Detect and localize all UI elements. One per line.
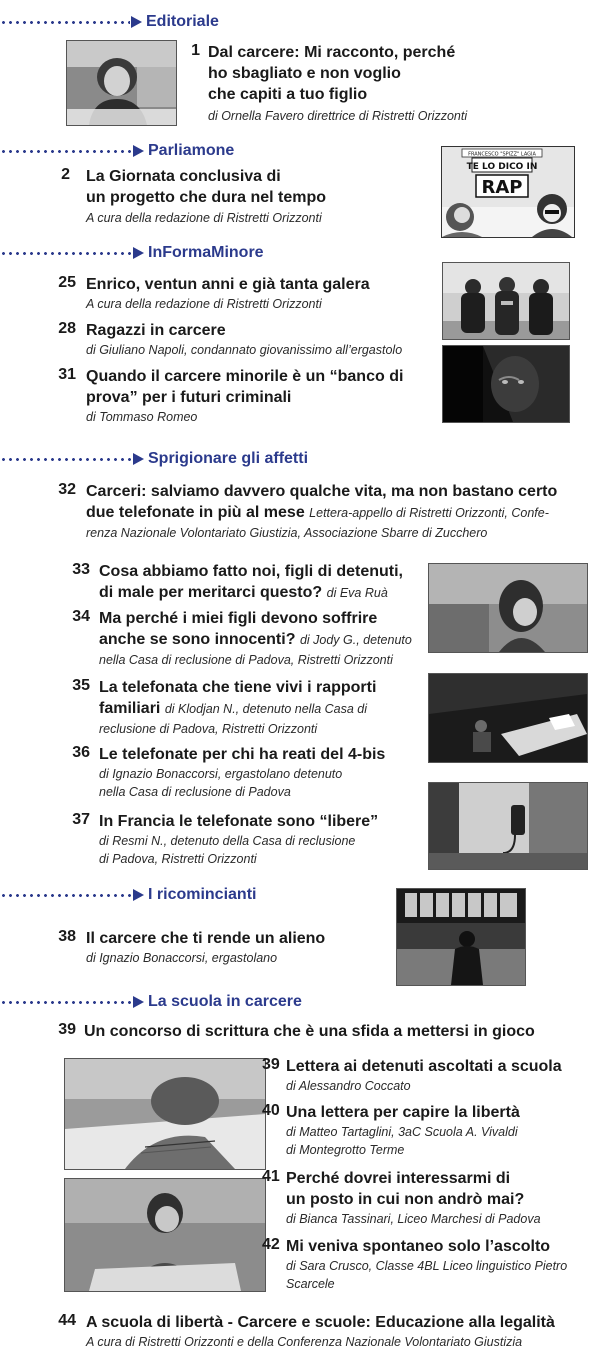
entry-title: In Francia le telefonate sono “libere” <box>99 813 379 830</box>
toc-entry-2[interactable] <box>52 166 432 227</box>
entry-byline: Scarcele <box>286 1277 335 1291</box>
entry-byline: Lettera-appello di Ristretti Orizzonti, Confe- <box>309 506 549 520</box>
entry-byline: di Giuliano Napoli, condannato giovanissimo all’ergastolo <box>86 343 403 357</box>
entry-title: A scuola di libertà - Carcere e scuole: Educazione alla legalità <box>86 1314 555 1331</box>
entry-title: un posto in cui non andrò mai? <box>286 1191 525 1208</box>
toc-entry-36[interactable] <box>66 744 426 801</box>
section-title: I ricomincianti <box>148 886 257 903</box>
toc-entry-42[interactable] <box>262 1236 598 1293</box>
page-number: 39 <box>262 1056 280 1073</box>
entry-title: Una lettera per capire la libertà <box>286 1104 520 1121</box>
entry-title: Quando il carcere minorile è un “banco di <box>86 368 404 385</box>
entry-byline: A cura della redazione di Ristretti Orizzonti <box>86 211 322 225</box>
entry-title: Carceri: salviamo davvero qualche vita, ma non bastano certo <box>86 483 558 500</box>
page-number: 37 <box>72 811 90 828</box>
prison-phone-photo <box>428 782 588 870</box>
entry-byline: di Tommaso Romeo <box>86 410 198 424</box>
entry-title: che capiti a tuo figlio <box>208 86 368 103</box>
entry-byline: di Klodjan N., detenuto nella Casa di <box>164 702 368 716</box>
toc-entry-32[interactable] <box>52 481 597 542</box>
entry-byline: di Matteo Tartaglini, 3aC Scuola A. Vivaldi <box>286 1125 518 1139</box>
page-number: 1 <box>191 42 200 59</box>
entry-byline: di Jody G., detenuto <box>299 633 412 647</box>
page-number: 34 <box>72 608 90 625</box>
entry-byline: nella Casa di reclusione di Padova, Ristretti Orizzonti <box>99 653 393 667</box>
section-header-parliamone <box>0 140 234 162</box>
entry-title: Le telefonate per chi ha reati del 4-bis <box>99 746 386 763</box>
entry-byline: A cura della redazione di Ristretti Orizzonti <box>86 297 322 311</box>
entry-byline: di Resmi N., detenuto della Casa di reclusione <box>99 834 356 848</box>
entry-title: Dal carcere: Mi racconto, perché <box>208 44 456 61</box>
toc-entry-33[interactable] <box>66 561 426 604</box>
page-number: 36 <box>72 744 90 761</box>
entry-title: Lettera ai detenuti ascoltati a scuola <box>286 1058 562 1075</box>
entry-title: Enrico, ventun anni e già tanta galera <box>86 276 370 293</box>
entry-title: La Giornata conclusiva di <box>86 168 281 185</box>
entry-byline: di Sara Crusco, Classe 4BL Liceo linguistico Pietro <box>286 1259 568 1273</box>
entry-title: un progetto che dura nel tempo <box>86 189 327 206</box>
toc-entry-41[interactable] <box>262 1168 598 1228</box>
prisoner-back-photo <box>396 888 526 986</box>
page-number: 39 <box>58 1021 76 1038</box>
entry-byline: di Ignazio Bonaccorsi, ergastolano <box>86 951 278 965</box>
entry-byline: nella Casa di reclusione di Padova <box>99 785 291 799</box>
student-reading-photo <box>64 1178 266 1292</box>
section-header-ricomincianti <box>0 884 256 906</box>
editorial-author-photo <box>66 40 177 126</box>
shadow-face-photo <box>442 345 570 423</box>
section-header-editoriale <box>0 11 219 33</box>
entry-title: Un concorso di scrittura che è una sfida a mettersi in gioco <box>84 1023 535 1040</box>
page-number: 28 <box>58 320 76 337</box>
section-header-scuola <box>0 991 302 1013</box>
page-number: 31 <box>58 366 76 383</box>
section-header-sprigionare <box>0 448 308 470</box>
entry-title: ho sbagliato e non voglio <box>208 65 401 82</box>
toc-entry-44[interactable] <box>52 1312 597 1351</box>
toc-entry-25[interactable] <box>52 274 442 313</box>
entry-title: Il carcere che ti rende un alieno <box>86 930 326 947</box>
entry-title: prova” per i futuri criminali <box>86 389 292 406</box>
section-title: Parliamone <box>148 142 235 159</box>
toc-entry-34[interactable] <box>66 608 426 669</box>
toc-entry-39-lettera[interactable] <box>262 1056 598 1095</box>
toc-entry-40[interactable] <box>262 1102 598 1159</box>
entry-title: Ragazzi in carcere <box>86 322 226 339</box>
section-title: InFormaMinore <box>148 244 264 261</box>
section-header-informaminore <box>0 242 264 264</box>
entry-byline: reclusione di Padova, Ristretti Orizzonti <box>99 722 318 736</box>
comic-banner-text: FRANCESCO "SPIZZ" LAGIA <box>468 151 536 158</box>
section-title: Sprigionare gli affetti <box>148 450 309 467</box>
entry-byline: di Bianca Tassinari, Liceo Marchesi di Padova <box>286 1212 541 1226</box>
crying-child-photo <box>428 563 588 653</box>
page-number: 35 <box>72 677 90 694</box>
page-number: 2 <box>61 166 70 183</box>
entry-title: Mi veniva spontaneo solo l’ascolto <box>286 1238 551 1255</box>
entry-title: due telefonate in più al mese <box>86 504 305 521</box>
toc-entry-35[interactable] <box>66 677 426 738</box>
entry-byline: renza Nazionale Volontariato Giustizia, Associazione Sbarre di Zucchero <box>86 526 488 540</box>
page-number: 38 <box>58 928 76 945</box>
entry-title: di male per meritarci questo? <box>99 584 323 601</box>
section-title: Editoriale <box>146 13 219 30</box>
page-number: 32 <box>58 481 76 498</box>
entry-byline: di Ignazio Bonaccorsi, ergastolano detenuto <box>99 767 343 781</box>
entry-byline: di Eva Ruà <box>326 586 388 600</box>
entry-byline: di Ornella Favero direttrice di Ristretti Orizzonti <box>208 109 468 123</box>
prisoner-reading-photo <box>428 673 588 763</box>
toc-entry-37[interactable] <box>66 811 426 868</box>
comic-title-text: TE LO DICO IN <box>466 162 538 172</box>
page-number: 40 <box>262 1102 280 1119</box>
entry-title: Cosa abbiamo fatto noi, figli di detenuti, <box>99 563 403 580</box>
page-number: 25 <box>58 274 76 291</box>
entry-title: Ma perché i miei figli devono soffrire <box>99 610 378 627</box>
page-number: 41 <box>262 1168 280 1185</box>
entry-title: Perché dovrei interessarmi di <box>286 1170 511 1187</box>
page-number: 42 <box>262 1236 280 1253</box>
toc-entry-31[interactable] <box>52 366 442 426</box>
page-number: 33 <box>72 561 90 578</box>
toc-entry-28[interactable] <box>52 320 442 359</box>
entry-byline: di Montegrotto Terme <box>286 1143 405 1157</box>
entry-title: La telefonata che tiene vivi i rapporti <box>99 679 377 696</box>
toc-entry-1[interactable] <box>176 42 596 125</box>
comic-illustration <box>441 146 575 238</box>
page-number: 44 <box>58 1312 76 1329</box>
toc-entry-39-concorso[interactable] <box>52 1021 597 1042</box>
toc-entry-38[interactable] <box>52 928 402 967</box>
entry-byline: di Alessandro Coccato <box>286 1079 411 1093</box>
teens-street-photo <box>442 262 570 340</box>
section-title: La scuola in carcere <box>148 993 302 1010</box>
entry-title: anche se sono innocenti? <box>99 631 296 648</box>
entry-title: familiari <box>99 700 161 717</box>
entry-byline: A cura di Ristretti Orizzonti e della Conferenza Nazionale Volontariato Giustizia <box>86 1335 523 1349</box>
student-writing-photo <box>64 1058 266 1170</box>
entry-byline: di Padova, Ristretti Orizzonti <box>99 852 257 866</box>
comic-rap-text: RAP <box>481 177 523 198</box>
